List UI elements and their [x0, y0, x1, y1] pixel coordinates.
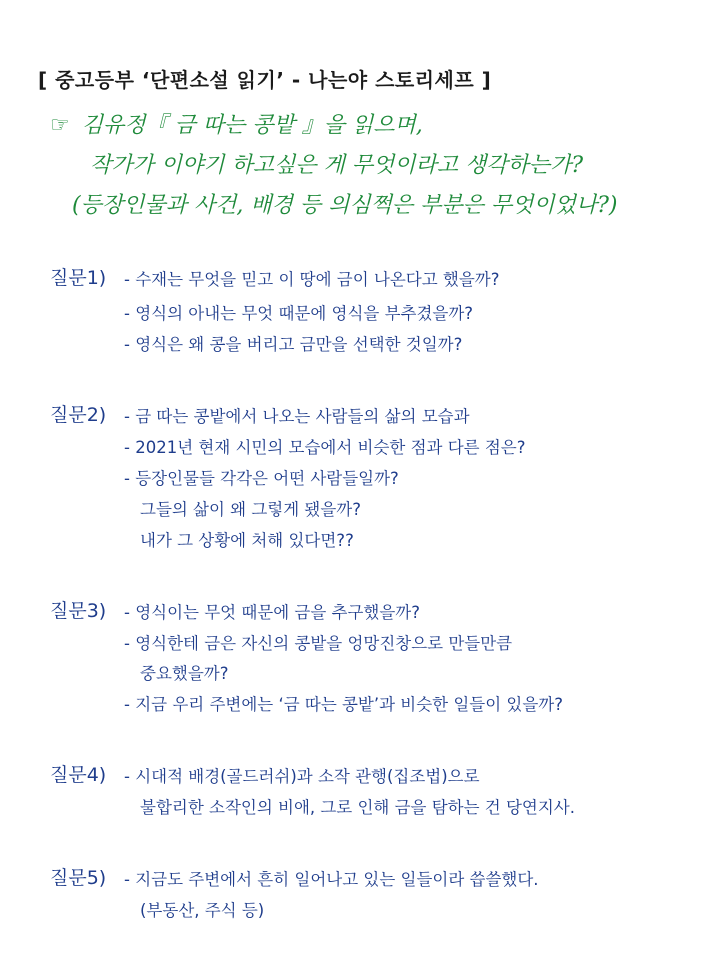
intro-text-1: 김유정『 금 따는 콩밭 』을 읽으며,: [81, 113, 423, 138]
question-5-label: 질문5): [50, 867, 107, 889]
intro-line-1: [50, 108, 423, 139]
question-5-line-2: (부동산, 주식 등): [140, 901, 265, 920]
question-1-line-2: - 영식의 아내는 무엇 때문에 영식을 부추겼을까?: [124, 304, 474, 323]
question-3-line-3: 중요했을까?: [140, 664, 229, 683]
question-3-label: 질문3): [50, 600, 107, 622]
question-2-line-1: - 금 따는 콩밭에서 나오는 사람들의 삶의 모습과: [124, 407, 470, 426]
question-1-line-3: - 영식은 왜 콩을 버리고 금만을 선택한 것일까?: [124, 335, 463, 354]
question-2-line-5: 내가 그 상황에 처해 있다면??: [140, 531, 354, 550]
worksheet-header: [ 중고등부 ‘단편소설 읽기’ - 나는야 스토리세프 ]: [38, 68, 492, 92]
question-4-label: 질문4): [50, 764, 107, 786]
question-3-line-2: - 영식한테 금은 자신의 콩밭을 엉망진창으로 만들만큼: [124, 634, 513, 653]
question-2-line-2: - 2021년 현재 시민의 모습에서 비슷한 점과 다른 점은?: [124, 438, 526, 457]
question-3-line-4: - 지금 우리 주변에는 ‘금 따는 콩밭’과 비슷한 일들이 있을까?: [124, 695, 564, 714]
question-4-line-2: 불합리한 소작인의 비애, 그로 인해 금을 탐하는 건 당연지사.: [140, 798, 575, 817]
intro-line-3: (등장인물과 사건, 배경 등 의심쩍은 부분은 무엇이었나?): [72, 193, 618, 218]
question-1-label: 질문1): [50, 267, 107, 289]
pointing-hand-icon: ☞: [50, 113, 70, 138]
intro-line-2: 작가가 이야기 하고싶은 게 무엇이라고 생각하는가?: [90, 153, 584, 178]
question-2-label: 질문2): [50, 404, 107, 426]
question-5-line-1: - 지금도 주변에서 흔히 일어나고 있는 일들이라 씁쓸했다.: [124, 870, 539, 889]
question-2-line-4: 그들의 삶이 왜 그렇게 됐을까?: [140, 500, 362, 519]
question-1-line-1: - 수재는 무엇을 믿고 이 땅에 금이 나온다고 했을까?: [124, 270, 500, 289]
question-4-line-1: - 시대적 배경(골드러쉬)과 소작 관행(집조법)으로: [124, 767, 480, 786]
question-3-line-1: - 영식이는 무엇 때문에 금을 추구했을까?: [124, 603, 420, 622]
question-2-line-3: - 등장인물들 각각은 어떤 사람들일까?: [124, 469, 399, 488]
